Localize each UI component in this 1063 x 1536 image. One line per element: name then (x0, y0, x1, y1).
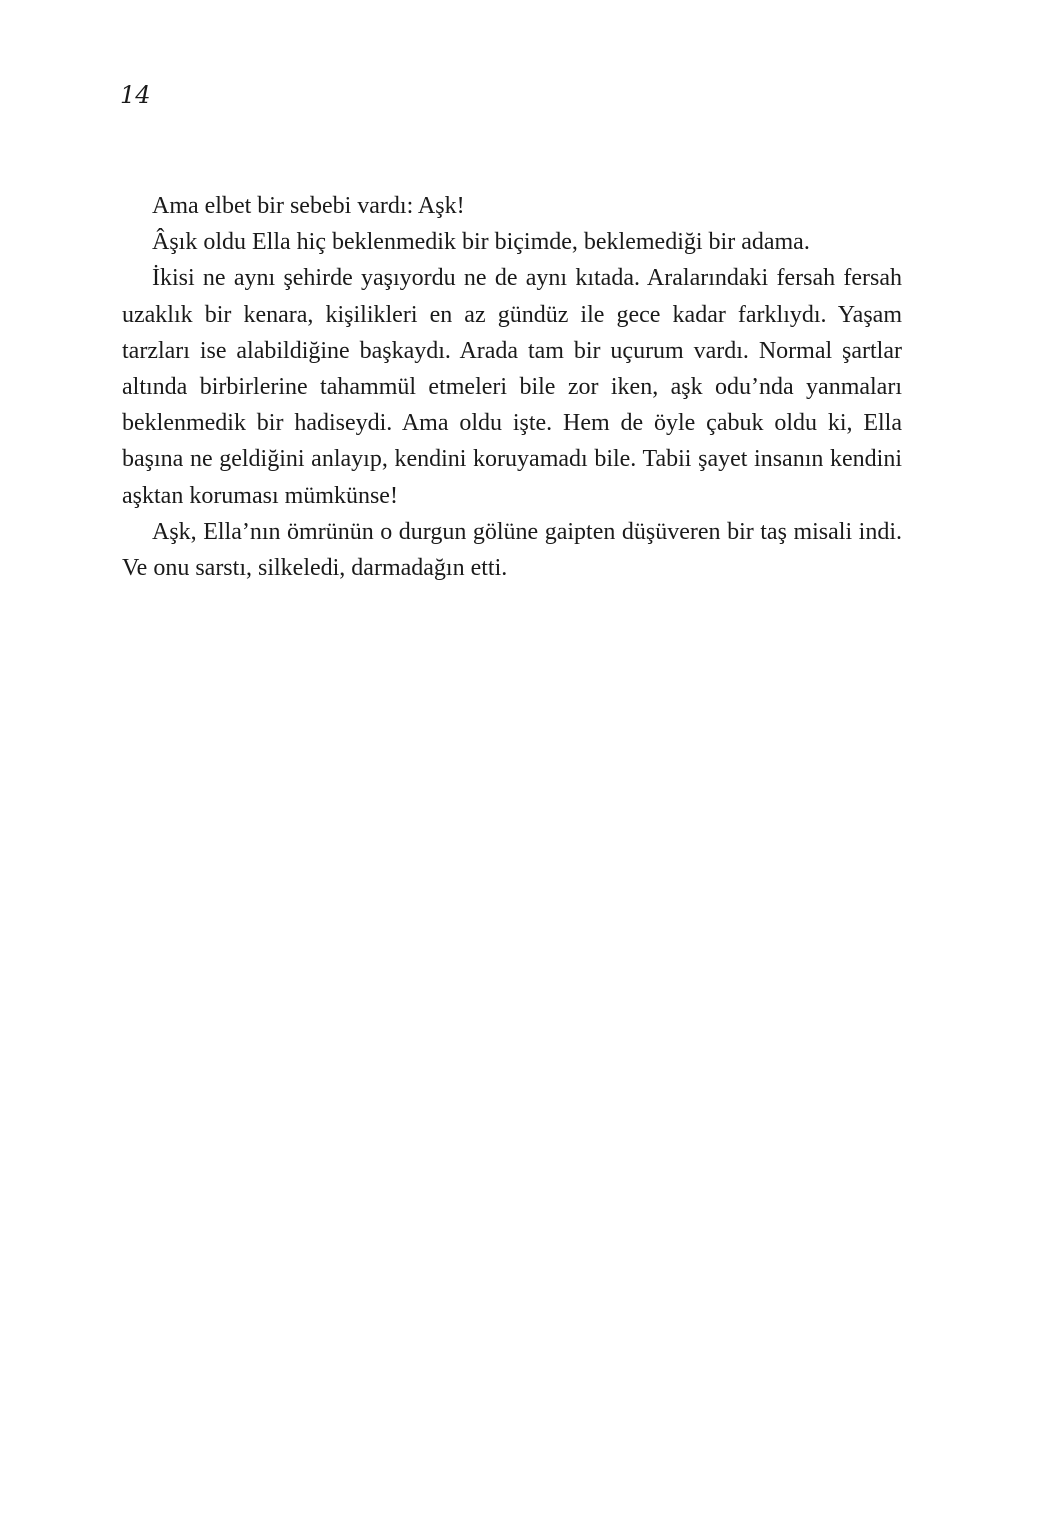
paragraph: Ama elbet bir sebebi vardı: Aşk! (152, 193, 465, 219)
paragraph: Âşık oldu Ella hiç beklenmedik bir biçimde, beklemediği bir adama. (152, 229, 810, 256)
paragraph: Aşk, Ella’nın ömrünün o durgun gölüne gaipten düşüveren bir taş misali indi. Ve onu sarstı, silkeledi, darmadağın etti. (122, 518, 902, 582)
paragraph: İkisi ne aynı şehirde yaşıyordu ne de aynı kıtada. Aralarındaki fersah fersah uzaklık bir kenara, kişilikleri en az gündüz ile gece kadar farklıydı. Yaşam tarzları ise alabildiğine başkaydı. Arada tam bir uçurum vardı. Normal şartlar altında birbirlerine tahammül etmeleri bile zor iken, aşk odu’nda yanmaları beklenmedik bir hadiseydi. Ama oldu işte. Hem de öyle çabuk oldu ki, Ella başına ne geldiğini anlayıp, kendini koruyamadı bile. Tabii şayet insanın kendini aşktan koruması mümkünse! (122, 265, 902, 509)
body-text (122, 188, 902, 586)
page-number: 14 (120, 81, 151, 109)
